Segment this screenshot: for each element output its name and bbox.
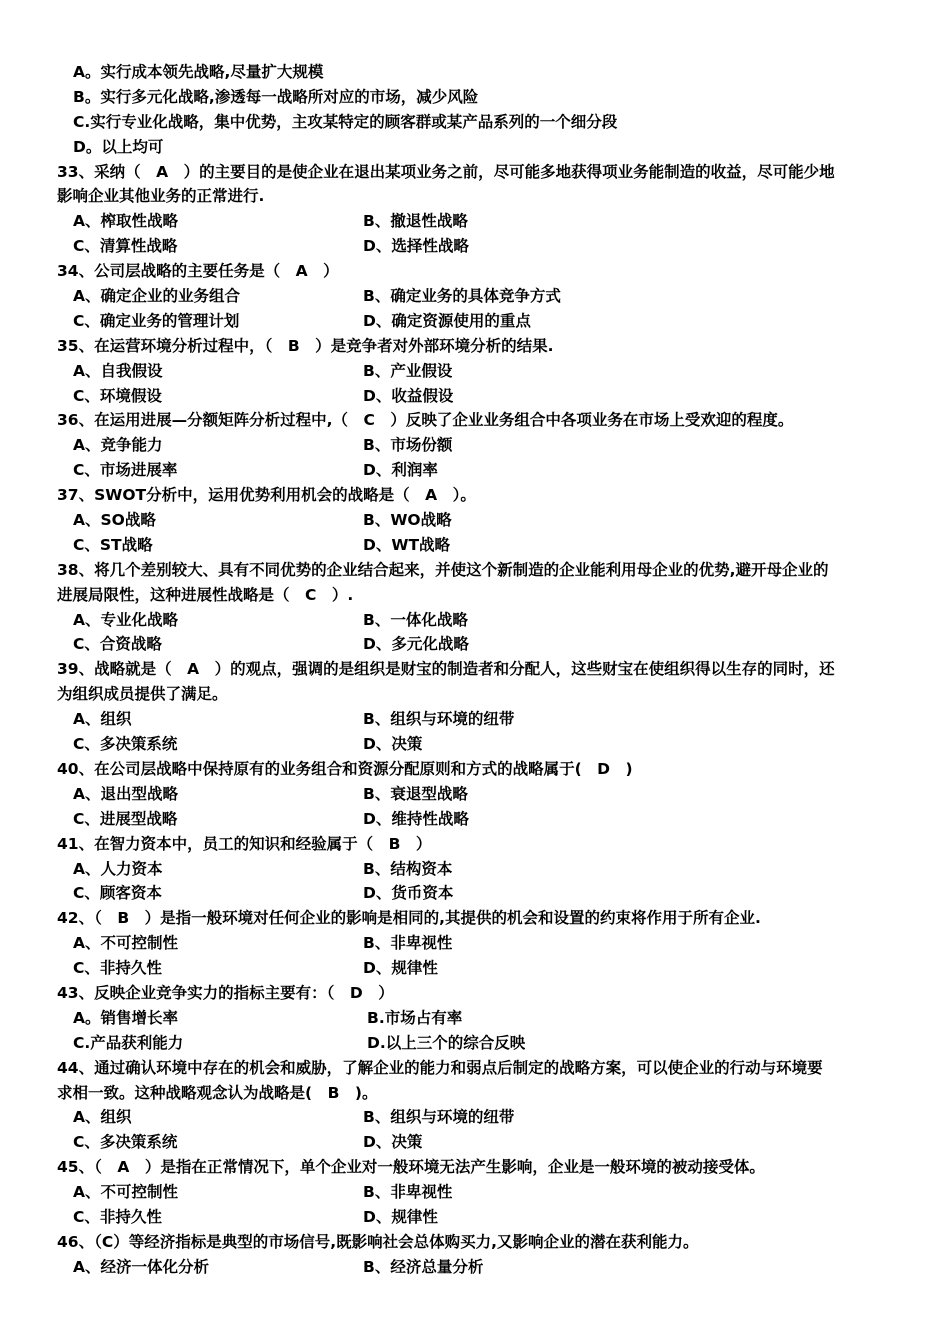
options-row	[0, 433, 950, 458]
options-row	[0, 807, 950, 832]
options-row	[0, 857, 950, 882]
options-row	[0, 384, 950, 409]
option-b: B、非卑视性	[363, 934, 453, 953]
options-row	[0, 732, 950, 757]
question-42: 42、（ B ）是指一般环境对任何企业的影响是相同的,其提供的机会和设置的约束将作用于所有企业.	[57, 909, 761, 928]
option-c: C、清算性战略	[73, 237, 178, 256]
option-a: A、退出型战略	[73, 784, 178, 803]
options-row	[0, 707, 950, 732]
option-a: A、经济一体化分析	[73, 1257, 209, 1276]
question-44: 44、通过确认环境中存在的机会和威胁，了解企业的能力和弱点后制定的战略方案，可以使企业的行动与环境要	[57, 1058, 823, 1077]
question-46: 46、（C）等经济指标是典型的市场信号,既影响社会总体购买力,又影响企业的潜在获利能力。	[57, 1232, 699, 1251]
question-41: 41、在智力资本中，员工的知识和经验属于（ B ）	[57, 834, 432, 853]
option-b: B、一体化战略	[363, 610, 468, 629]
question-43: 43、反映企业竞争实力的指标主要有：（ D ）	[57, 983, 394, 1002]
question-38: 38、将几个差别较大、具有不同优势的企业结合起来，并使这个新制造的企业能利用母企业的优势,避开母企业的	[57, 560, 829, 579]
option-d: D、规律性	[363, 1207, 438, 1226]
option-a: A、榨取性战略	[73, 212, 178, 231]
option-b: B、组织与环境的纽带	[363, 1108, 515, 1127]
options-row	[0, 1105, 950, 1130]
option-d: D、货币资本	[363, 884, 454, 903]
question-38-cont: 进展局限性，这种进展性战略是（ C ）.	[57, 585, 354, 604]
option-a: A。销售增长率	[73, 1008, 178, 1027]
question-44-cont: 求相一致。这种战略观念认为战略是( B )。	[57, 1083, 378, 1102]
options-row	[0, 284, 950, 309]
option-d: D、确定资源使用的重点	[363, 311, 531, 330]
options-row	[0, 234, 950, 259]
options-row	[0, 881, 950, 906]
option-a: A、自我假设	[73, 361, 163, 380]
option-a: A、不可控制性	[73, 934, 178, 953]
option-b: B、撤退性战略	[363, 212, 468, 231]
question-35: 35、在运营环境分析过程中，（ B ）是竞争者对外部环境分析的结果.	[57, 336, 554, 355]
options-row	[0, 1006, 950, 1031]
option-c: C.产品获利能力	[73, 1033, 184, 1052]
option-c: C、市场进展率	[73, 461, 178, 480]
options-row	[0, 533, 950, 558]
option-c: C、ST战略	[73, 535, 153, 554]
options-row	[0, 1180, 950, 1205]
option-c: C、顾客资本	[73, 884, 162, 903]
question-34: 34、公司层战略的主要任务是（ A ）	[57, 262, 339, 281]
option-a: A、专业化战略	[73, 610, 178, 629]
options-row	[0, 1205, 950, 1230]
option-a: A、SO战略	[73, 511, 156, 530]
option-c: C、确定业务的管理计划	[73, 311, 240, 330]
options-row	[0, 359, 950, 384]
option-a: A、竞争能力	[73, 436, 163, 455]
option-line: C.实行专业化战略，集中优势，主攻某特定的顾客群或某产品系列的一个细分段	[73, 112, 618, 131]
option-a: A、组织	[73, 1108, 132, 1127]
option-a: A、确定企业的业务组合	[73, 287, 240, 306]
option-c: C、进展型战略	[73, 809, 178, 828]
question-45: 45、（ A ）是指在正常情况下，单个企业对一般环境无法产生影响，企业是一般环境的被动接受体。	[57, 1158, 765, 1177]
option-d: D、收益假设	[363, 386, 454, 405]
option-a: A、不可控制性	[73, 1183, 178, 1202]
options-row	[0, 608, 950, 633]
option-line: A。实行成本领先战略,尽量扩大规模	[73, 63, 324, 81]
option-b: B、WO战略	[363, 511, 452, 530]
question-39: 39、战略就是（ A ）的观点，强调的是组织是财宝的制造者和分配人，这些财宝在使组织得以生存的同时，还	[57, 660, 835, 679]
option-b: B、非卑视性	[363, 1183, 453, 1202]
option-c: C、多决策系统	[73, 735, 178, 754]
option-c: C、非持久性	[73, 959, 162, 978]
option-d: D、规律性	[363, 959, 438, 978]
options-row	[0, 458, 950, 483]
option-d: D、利润率	[363, 461, 438, 480]
options-row	[0, 956, 950, 981]
option-c: C、合资战略	[73, 635, 162, 654]
option-c: C、环境假设	[73, 386, 162, 405]
options-row	[0, 632, 950, 657]
options-row	[0, 309, 950, 334]
question-39-cont: 为组织成员提供了满足。	[57, 685, 228, 704]
option-c: C、非持久性	[73, 1207, 162, 1226]
option-d: D、决策	[363, 735, 423, 754]
option-b: B、产业假设	[363, 361, 453, 380]
option-c: C、多决策系统	[73, 1133, 178, 1152]
option-d: D、WT战略	[363, 535, 451, 554]
options-row	[0, 1255, 950, 1280]
option-d: D、决策	[363, 1133, 423, 1152]
options-row	[0, 209, 950, 234]
option-a: A、组织	[73, 710, 132, 729]
option-d: D、选择性战略	[363, 237, 469, 256]
options-row	[0, 508, 950, 533]
option-d: D、维持性战略	[363, 809, 469, 828]
option-b: B、组织与环境的纽带	[363, 710, 515, 729]
option-b: B、结构资本	[363, 859, 453, 878]
option-b: B.市场占有率	[367, 1008, 463, 1027]
option-d: D、多元化战略	[363, 635, 469, 654]
question-36: 36、在运用进展—分额矩阵分析过程中,（ C ）反映了企业业务组合中各项业务在市场上受欢迎的程度。	[57, 411, 794, 430]
option-b: B、市场份额	[363, 436, 453, 455]
question-40: 40、在公司层战略中保持原有的业务组合和资源分配原则和方式的战略属于( D )	[57, 759, 633, 778]
options-row	[0, 1130, 950, 1155]
question-33-cont: 影响企业其他业务的正常进行.	[57, 187, 265, 206]
options-row	[0, 931, 950, 956]
options-row	[0, 782, 950, 807]
option-b: B、经济总量分析	[363, 1257, 484, 1276]
option-line: D。以上均可	[73, 137, 164, 156]
question-33: 33、采纳（ A ）的主要目的是使企业在退出某项业务之前，尽可能多地获得项业务能制造的收益，尽可能少地	[57, 162, 835, 181]
option-line: B。实行多元化战略,渗透每一战略所对应的市场，减少风险	[73, 87, 479, 106]
option-a: A、人力资本	[73, 859, 163, 878]
option-b: B、确定业务的具体竞争方式	[363, 287, 561, 306]
option-b: B、衰退型战略	[363, 784, 468, 803]
question-37: 37、SWOT分析中，运用优势利用机会的战略是（ A ）。	[57, 486, 476, 505]
option-d: D.以上三个的综合反映	[367, 1033, 526, 1052]
options-row	[0, 1031, 950, 1056]
